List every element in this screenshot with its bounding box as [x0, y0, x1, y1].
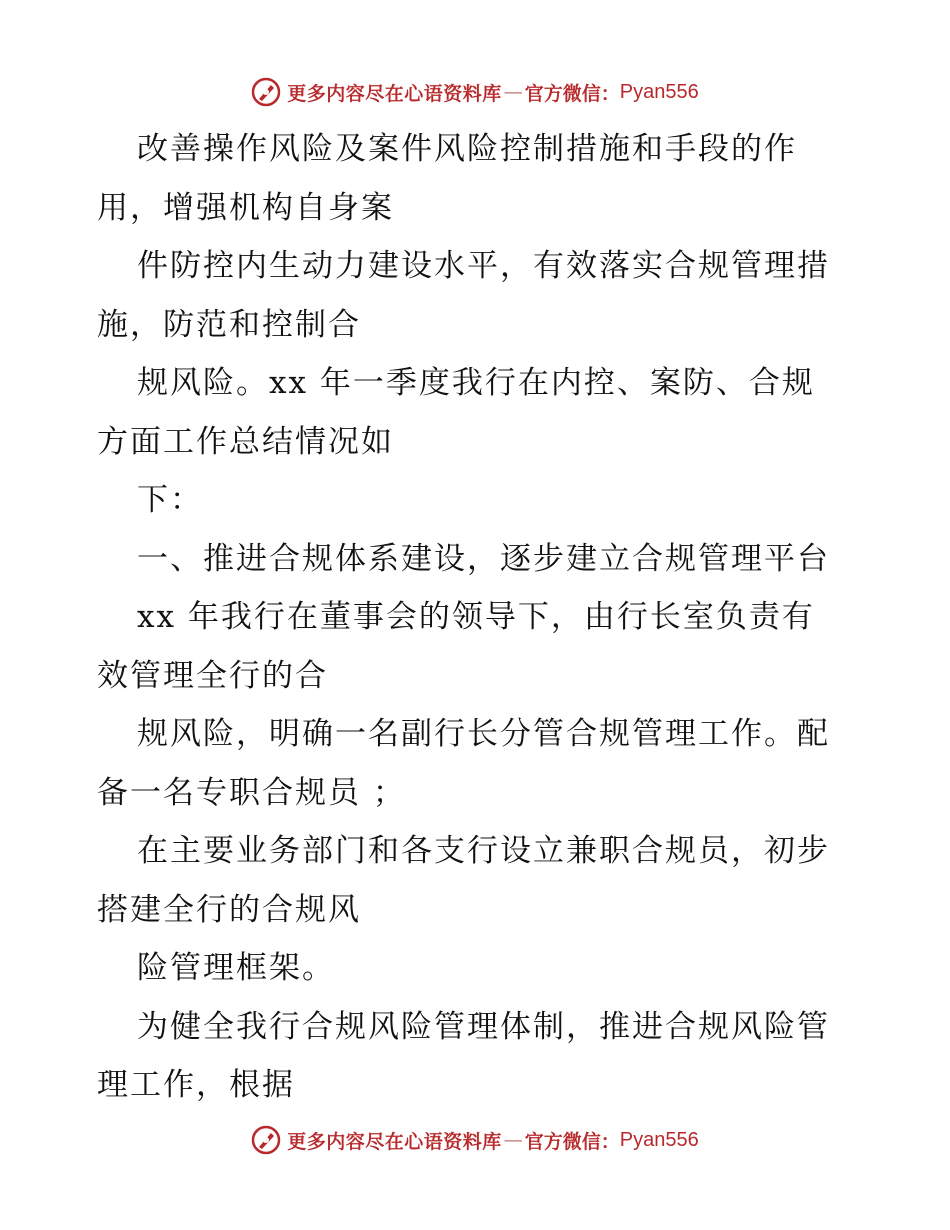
document-body [97, 120, 857, 1115]
quill-logo-icon [251, 1125, 281, 1155]
header-separator: — [503, 81, 523, 103]
body-line: 下： [137, 482, 203, 518]
body-line: 改善操作风险及案件风险控制措施和手段的作 [137, 131, 797, 167]
footer-banner [0, 1120, 950, 1160]
body-line: 方面工作总结情况如 [97, 423, 394, 460]
body-line: 理工作，根据 [97, 1067, 295, 1103]
body-line: 备一名专职合规员 ； [97, 774, 406, 811]
body-line: 用，增强机构自身案 [97, 189, 394, 226]
body-line: 规风险。xx 年一季度我行在内控、案防、合规 [137, 365, 815, 401]
footer-brand: 更多内容尽在心语资料库 [287, 1130, 502, 1153]
footer-wechat-id: Pyan556 [619, 1128, 699, 1151]
body-line: 施，防范和控制合 [97, 306, 361, 343]
body-line: 为健全我行合规风险管理体制，推进合规风险管 [137, 1008, 830, 1045]
header-wechat-label: 官方微信： [524, 82, 620, 105]
body-line: 件防控内生动力建设水平，有效落实合规管理措 [137, 248, 830, 284]
quill-logo-icon [251, 77, 281, 107]
body-line: 搭建全行的合规风 [97, 891, 361, 928]
body-line: 险管理框架。 [137, 950, 335, 986]
body-line: xx 年我行在董事会的领导下，由行长室负责有 [137, 599, 815, 635]
section-heading: 一、推进合规体系建设，逐步建立合规管理平台 [137, 540, 830, 577]
header-brand: 更多内容尽在心语资料库 [287, 82, 502, 105]
header-banner [0, 72, 950, 112]
body-line: 效管理全行的合 [97, 657, 328, 694]
body-line: 规风险，明确一名副行长分管合规管理工作。配 [137, 716, 830, 752]
footer-separator: — [503, 1129, 523, 1151]
body-line: 在主要业务部门和各支行设立兼职合规员，初步 [137, 833, 830, 869]
header-wechat-id: Pyan556 [619, 80, 699, 103]
footer-wechat-label: 官方微信： [524, 1130, 620, 1153]
